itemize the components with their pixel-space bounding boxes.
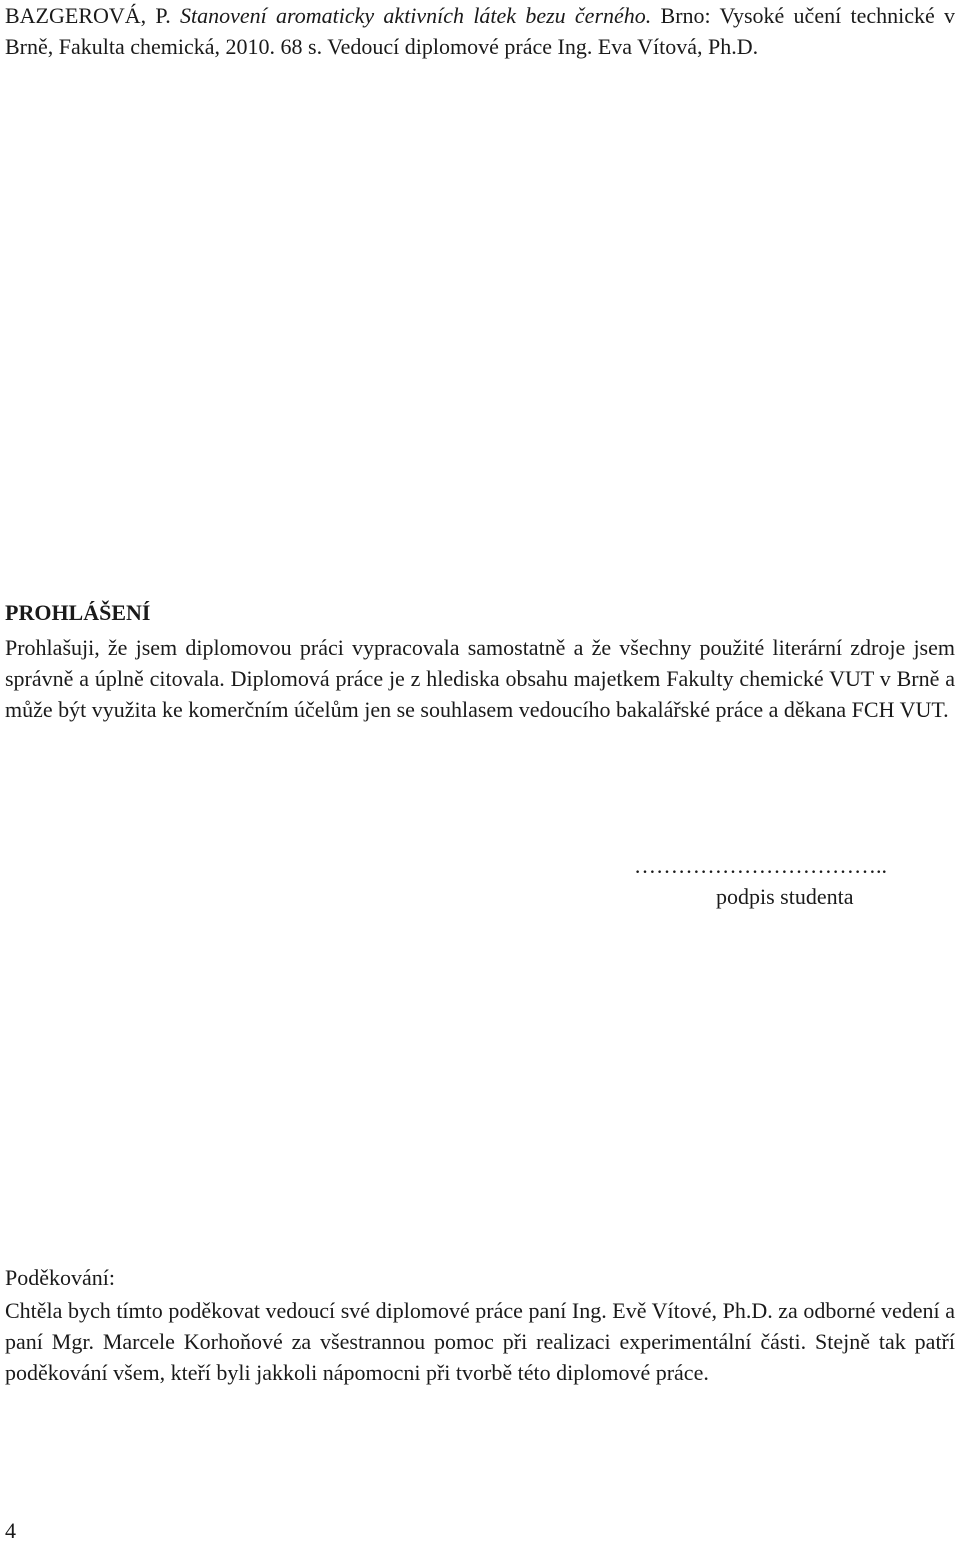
declaration-heading: PROHLÁŠENÍ xyxy=(5,600,151,625)
acknowledgement-heading: Poděkování: xyxy=(5,1265,115,1290)
acknowledgement-text: Chtěla bych tímto poděkovat vedoucí své diplomové práce paní Ing. Evě Vítové, Ph.D. za odborné vedení a paní Mgr. Marcele Korhoňové za všestrannou pomoc při realizaci experimentální části. Stejně tak patří poděkování všem, kteří byli jakkoli nápomocni při tvorbě této diplomové práce. xyxy=(5,1298,955,1385)
citation-publication: Brno: Vysoké učení technické v Brně, Fakulta chemická, 2010. 68 s. Vedoucí diplomové práce Ing. Eva Vítová, Ph.D. xyxy=(5,3,956,59)
page-number: 4 xyxy=(5,1518,16,1543)
signature-block xyxy=(634,850,954,912)
signature-line: …………………………….. xyxy=(634,853,887,878)
bibliographic-citation xyxy=(5,0,955,62)
signature-label: podpis studenta xyxy=(716,884,854,909)
citation-authors: BAZGEROVÁ, P. xyxy=(5,3,171,28)
citation-title: Stanovení aromaticky aktivních látek bezu černého. xyxy=(180,3,652,28)
declaration-text: Prohlašuji, že jsem diplomovou práci vypracovala samostatně a že všechny použité literární zdroje jsem správně a úplně citovala. Diplomová práce je z hlediska obsahu majetkem Fakulty chemické VUT v Brně a může být využita ke komerčním účelům jen se souhlasem vedoucího bakalářské práce a děkana FCH VUT. xyxy=(5,635,955,722)
